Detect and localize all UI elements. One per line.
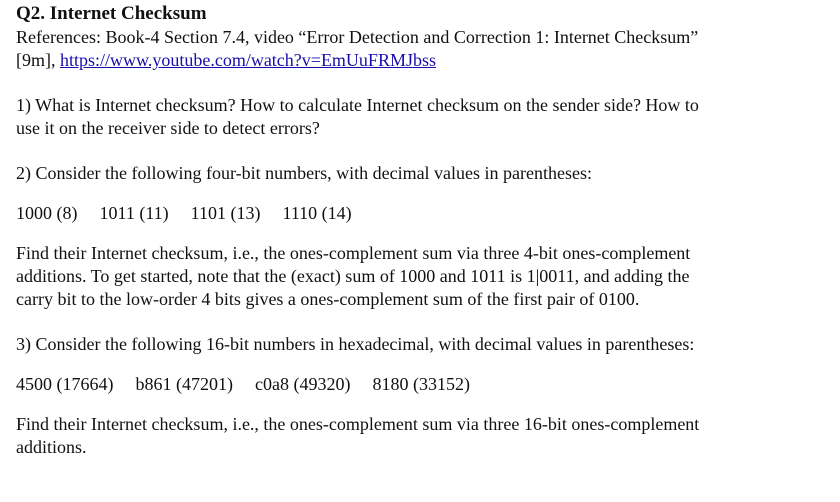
- document-page: [16, 2, 826, 459]
- part2-numbers: [16, 202, 826, 225]
- part3-intro: 3) Consider the following 16-bit numbers in hexadecimal, with decimal values in parentheses:: [16, 334, 695, 354]
- part2-find-line2: additions. To get started, note that the (exact) sum of 1000 and 1011 is 1|0011, and adding the: [16, 266, 690, 286]
- part2-number: 1011 (11): [99, 203, 169, 223]
- part3-number: 8180 (33152): [372, 374, 470, 394]
- spacer: [16, 72, 826, 94]
- part2-number: 1000 (8): [16, 203, 78, 223]
- spacer: [16, 311, 826, 333]
- part2-intro: 2) Consider the following four-bit numbers, with decimal values in parentheses:: [16, 163, 593, 183]
- part2-find-line3: carry bit to the low-order 4 bits gives a ones-complement sum of the first pair of 0100.: [16, 289, 640, 309]
- spacer: [16, 396, 826, 413]
- duration-label: [9m],: [16, 50, 60, 70]
- part2-number: 1110 (14): [282, 203, 352, 223]
- question-title: Q2. Internet Checksum: [16, 3, 207, 24]
- part3-find-line2: additions.: [16, 437, 87, 457]
- part1-line2: use it on the receiver side to detect errors?: [16, 118, 320, 138]
- part3-numbers: [16, 373, 826, 396]
- spacer: [16, 225, 826, 242]
- part3-number: 4500 (17664): [16, 374, 114, 394]
- video-link-line: [16, 49, 826, 72]
- references-line: References: Book-4 Section 7.4, video “Error Detection and Correction 1: Internet Checksum”: [16, 27, 699, 47]
- spacer: [16, 140, 826, 162]
- spacer: [16, 185, 826, 202]
- part3-number: c0a8 (49320): [255, 374, 351, 394]
- part1-line1: 1) What is Internet checksum? How to calculate Internet checksum on the sender side? How to: [16, 95, 699, 115]
- part2-find-line1: Find their Internet checksum, i.e., the ones-complement sum via three 4-bit ones-complement: [16, 243, 691, 263]
- spacer: [16, 356, 826, 373]
- part3-find-line1: Find their Internet checksum, i.e., the ones-complement sum via three 16-bit ones-complement: [16, 414, 700, 434]
- part3-number: b861 (47201): [135, 374, 233, 394]
- part2-number: 1101 (13): [190, 203, 261, 223]
- video-link[interactable]: https://www.youtube.com/watch?v=EmUuFRMJbss: [60, 50, 436, 70]
